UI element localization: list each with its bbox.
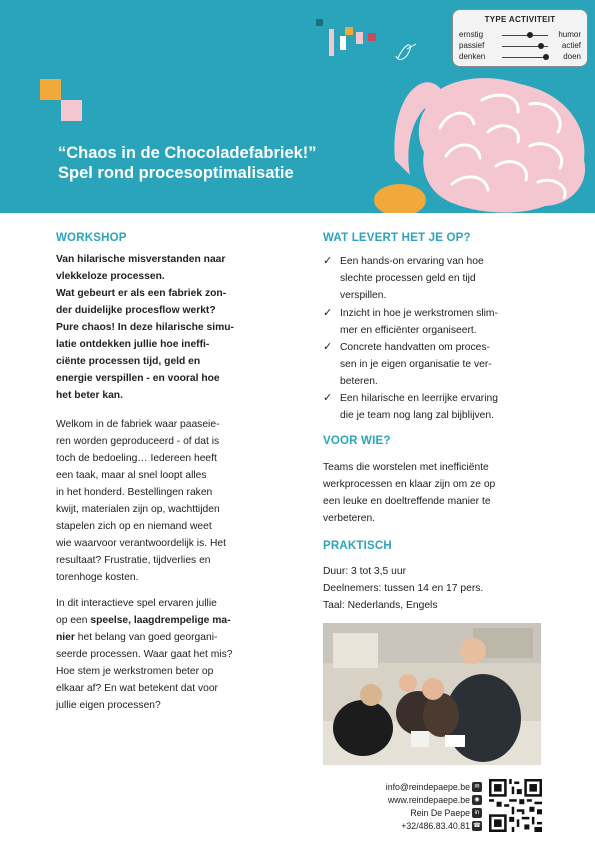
qr-code[interactable] (489, 779, 542, 832)
text-line: Concrete handvatten om proces- (340, 342, 490, 353)
text-line: een taak, maar al snel loopt alles (56, 470, 207, 481)
title-line-2: Spel rond procesoptimalisatie (58, 164, 294, 182)
text-line (56, 612, 273, 629)
text-line: toch de bedoeling… Iedereen heeft (56, 453, 217, 464)
workshop-paragraph-1 (56, 416, 273, 586)
workshop-heading: WORKSHOP (56, 232, 127, 244)
scale-marker (527, 32, 533, 38)
emphasis-span: speelse, laagdrempelige ma- (90, 615, 231, 626)
text-line (56, 629, 273, 646)
text-line: beteren. (340, 376, 378, 387)
linkedin-icon: in (472, 808, 482, 818)
text-line: Wat gebeurt er als een fabriek zon- (56, 288, 227, 299)
globe-icon: ◉ (472, 795, 482, 805)
title-line-1: “Chaos in de Chocoladefabriek!” (58, 144, 317, 162)
audience-heading: VOOR WIE? (323, 435, 391, 447)
text-line: resultaat? Frustratie, tijdverlies en (56, 555, 211, 566)
audience-text (323, 459, 543, 527)
scale-left-label: passief (459, 41, 485, 50)
list-item (323, 390, 541, 424)
scale-track (502, 35, 548, 36)
mail-icon: ✉ (472, 782, 482, 792)
text-line: Een hands-on ervaring van hoe (340, 256, 484, 267)
text-line: mer en efficiënter organiseert. (340, 325, 477, 336)
scale-right-label: actief (561, 41, 581, 50)
text-line: In dit interactieve spel ervaren jullie (56, 598, 217, 609)
text-line: Van hilarische misverstanden naar (56, 254, 226, 265)
activity-type-box (452, 9, 588, 67)
text-line: torenhoge kosten. (56, 572, 139, 583)
contact-block (386, 781, 470, 833)
text-line: stapelen zich op en niemand weet (56, 521, 212, 532)
check-icon: ✓ (323, 341, 333, 353)
text-line: Teams die worstelen met inefficiënte (323, 462, 489, 473)
scale-marker (538, 43, 544, 49)
list-item (323, 339, 541, 390)
scale-left-label: ernstig (459, 30, 484, 39)
photo-illustration (323, 623, 541, 765)
scale-track (502, 57, 548, 58)
text-span: op een (56, 615, 91, 626)
practical-heading: PRAKTISCH (323, 540, 392, 552)
contact-name: Rein De Paepe (410, 808, 470, 818)
benefits-heading: WAT LEVERT HET JE OP? (323, 232, 471, 244)
text-line: sen in je eigen organisatie te ver- (340, 359, 492, 370)
text-line: vlekkeloze processen. (56, 271, 165, 282)
scale-left-label: denken (459, 52, 486, 61)
text-line: een leuke en doeltreffende manier te (323, 496, 491, 507)
scale-right-label: humor (558, 30, 581, 39)
text-line: Hoe stem je werkstromen beter op (56, 666, 214, 677)
text-line: verspillen. (340, 290, 387, 301)
text-line: ciënte processen tijd, geld en (56, 356, 201, 367)
activity-scale-row (459, 52, 581, 62)
emphasis-span: nier (56, 632, 75, 643)
text-line: verbeteren. (323, 513, 376, 524)
text-line: in het honderd. Bestellingen raken (56, 487, 213, 498)
text-line: energie verspillen - en vooral hoe (56, 373, 220, 384)
check-icon: ✓ (323, 255, 333, 267)
text-line: Inzicht in hoe je werkstromen slim- (340, 308, 498, 319)
text-line: wie waarvoor verantwoordelijk is. Het (56, 538, 226, 549)
activity-scale-row (459, 30, 581, 40)
benefits-list (323, 253, 541, 424)
text-line: die je team nog lang zal bijblijven. (340, 410, 494, 421)
workshop-photo (323, 623, 541, 765)
text-line: Een hilarische en leerrijke ervaring (340, 393, 498, 404)
text-line: Pure chaos! In deze hilarische simu- (56, 322, 234, 333)
text-line: werkprocessen en klaar zijn om ze op (323, 479, 496, 490)
list-item (323, 305, 541, 339)
website-link[interactable]: www.reindepaepe.be (387, 795, 470, 805)
scale-marker (543, 54, 549, 60)
workshop-intro (56, 251, 273, 404)
activity-type-title: TYPE ACTIVITEIT (484, 15, 556, 24)
participants: Deelnemers: tussen 14 en 17 pers. (323, 583, 484, 594)
text-line: slechte processen geld en tijd (340, 273, 476, 284)
text-line: ren worden geproduceerd - of dat is (56, 436, 220, 447)
email-link[interactable]: info@reindepaepe.be (385, 782, 470, 792)
text-line: der duidelijke procesflow werkt? (56, 305, 216, 316)
check-icon: ✓ (323, 307, 333, 319)
workshop-paragraph-2 (56, 595, 273, 714)
hero-banner (0, 0, 595, 213)
text-line: kwijt, materialen zijn op, wachttijden (56, 504, 220, 515)
text-line: Welkom in de fabriek waar paaseie- (56, 419, 220, 430)
list-item (323, 253, 541, 304)
scale-right-label: doen (563, 52, 581, 61)
text-span: het belang van goed georgani- (74, 632, 218, 643)
text-line: het beter kan. (56, 390, 123, 401)
language: Taal: Nederlands, Engels (323, 600, 438, 611)
page-title (58, 143, 317, 183)
duration: Duur: 3 tot 3,5 uur (323, 566, 406, 577)
activity-scale-row (459, 41, 581, 51)
text-line: seerde processen. Waar gaat het mis? (56, 649, 233, 660)
text-line: elkaar af? En wat betekent dat voor (56, 683, 218, 694)
phone-icon: ☎ (473, 823, 481, 829)
phone-number: +32/486.83.40.81 (401, 821, 470, 831)
check-icon: ✓ (323, 392, 333, 404)
practical-info (323, 563, 543, 614)
text-line: latie ontdekken jullie hoe ineffi- (56, 339, 210, 350)
text-line: jullie eigen processen? (56, 700, 161, 711)
